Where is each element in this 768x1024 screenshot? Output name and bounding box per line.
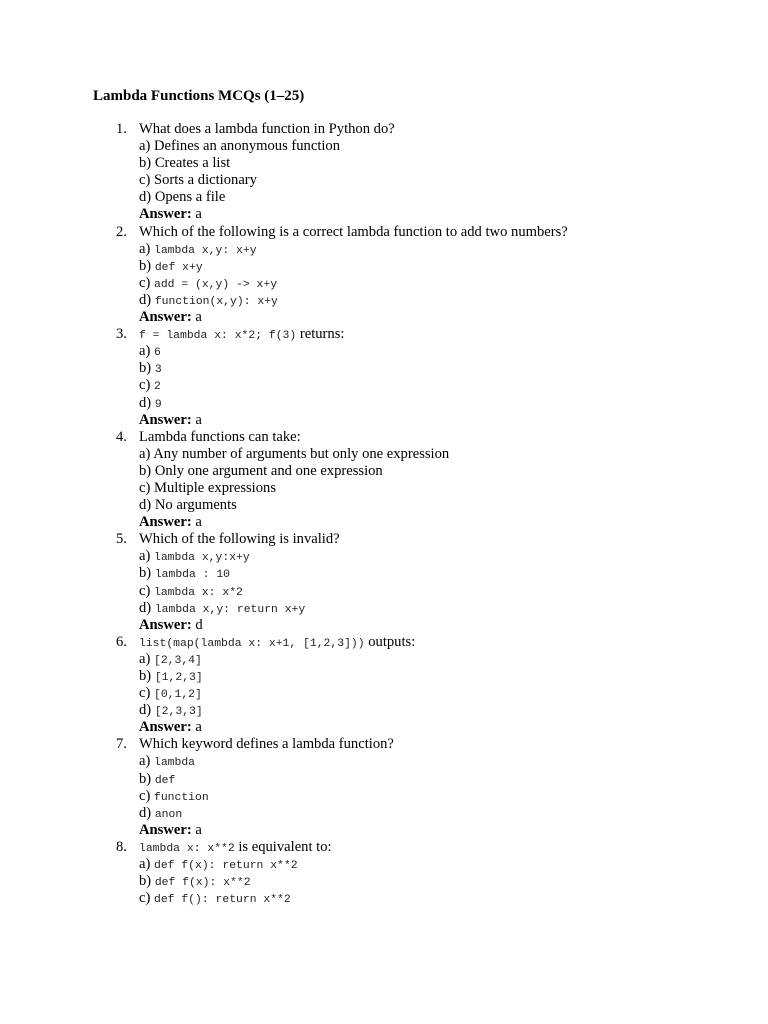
option-letter: a) bbox=[139, 856, 151, 873]
option-text: Sorts a dictionary bbox=[154, 172, 257, 189]
question-text bbox=[139, 429, 768, 446]
answer-option bbox=[139, 668, 768, 685]
question-item bbox=[0, 736, 768, 839]
question-text-part: What does a lambda function in Python do? bbox=[139, 121, 395, 137]
question-text bbox=[139, 531, 768, 548]
answer-option bbox=[139, 241, 768, 258]
question-number: 8. bbox=[116, 838, 127, 855]
option-letter: b) bbox=[139, 360, 152, 377]
answer-option bbox=[139, 155, 768, 172]
answer-option bbox=[139, 377, 768, 394]
answer-value: a bbox=[195, 206, 202, 223]
question-number: 4. bbox=[116, 428, 127, 445]
option-letter: d) bbox=[139, 291, 152, 308]
question-text bbox=[139, 326, 768, 343]
question-number: 5. bbox=[116, 531, 127, 548]
answer-option bbox=[139, 395, 768, 412]
answer-value: a bbox=[195, 719, 202, 736]
answer-line bbox=[139, 309, 768, 326]
answer-label: Answer: bbox=[139, 411, 192, 428]
option-code: lambda : 10 bbox=[154, 569, 231, 582]
option-letter: b) bbox=[139, 155, 152, 172]
option-code: [1,2,3] bbox=[154, 672, 203, 684]
option-code: anon bbox=[154, 808, 183, 821]
question-text bbox=[139, 736, 768, 753]
answer-line bbox=[139, 719, 768, 736]
question-item bbox=[0, 531, 768, 634]
question-number: 6. bbox=[116, 633, 127, 650]
answer-option bbox=[139, 805, 768, 822]
question-code: lambda x: x**2 bbox=[139, 842, 235, 855]
answer-option bbox=[139, 172, 768, 189]
option-text: Any number of arguments but only one expression bbox=[153, 445, 450, 462]
question-item bbox=[0, 326, 768, 429]
answer-label: Answer: bbox=[139, 206, 192, 223]
option-letter: a) bbox=[139, 240, 151, 257]
answer-option bbox=[139, 771, 768, 788]
option-code: [0,1,2] bbox=[154, 689, 202, 702]
option-letter: d) bbox=[139, 189, 152, 206]
option-code: lambda x,y: x+y bbox=[154, 244, 257, 257]
option-letter: d) bbox=[139, 702, 152, 719]
option-code: add = (x,y) -> x+y bbox=[154, 278, 278, 291]
answer-label: Answer: bbox=[139, 514, 192, 531]
option-letter: c) bbox=[139, 685, 151, 702]
option-letter: c) bbox=[139, 479, 151, 496]
answer-label: Answer: bbox=[139, 616, 192, 633]
answer-option bbox=[139, 446, 768, 463]
question-text-part: returns: bbox=[296, 326, 345, 343]
question-text bbox=[139, 634, 768, 651]
answer-label: Answer: bbox=[139, 821, 192, 838]
option-code: def f(x): x**2 bbox=[154, 877, 251, 890]
option-code: def f(x): return x**2 bbox=[154, 860, 298, 873]
answer-option bbox=[139, 138, 768, 155]
option-code: function(x,y): x+y bbox=[154, 295, 278, 308]
answer-option bbox=[139, 343, 768, 360]
option-code: def f(): return x**2 bbox=[154, 894, 291, 907]
option-letter: b) bbox=[139, 873, 152, 890]
option-code: 9 bbox=[154, 398, 162, 411]
question-item bbox=[0, 634, 768, 737]
answer-option bbox=[139, 702, 768, 719]
answer-value: a bbox=[195, 514, 202, 531]
option-text: Only one argument and one expression bbox=[154, 462, 383, 479]
question-text bbox=[139, 224, 768, 241]
question-text-part: Which of the following is invalid? bbox=[139, 531, 340, 548]
answer-value: a bbox=[195, 309, 202, 326]
option-text: Defines an anonymous function bbox=[154, 138, 341, 155]
question-text-part: Which of the following is a correct lambda function to add two numbers? bbox=[139, 223, 568, 240]
answer-line bbox=[139, 822, 768, 839]
answer-value: d bbox=[195, 616, 203, 633]
question-number: 2. bbox=[116, 223, 127, 240]
option-code: 2 bbox=[154, 381, 161, 394]
option-code: [2,3,3] bbox=[154, 706, 203, 719]
question-text-part: is equivalent to: bbox=[234, 838, 332, 855]
option-text: Multiple expressions bbox=[154, 479, 277, 496]
answer-option bbox=[139, 189, 768, 206]
option-code: def bbox=[154, 774, 176, 787]
option-text: Creates a list bbox=[154, 155, 231, 172]
answer-option bbox=[139, 873, 768, 890]
option-letter: d) bbox=[139, 804, 152, 821]
question-text-part: outputs: bbox=[364, 633, 416, 650]
answer-option bbox=[139, 583, 768, 600]
option-code: lambda bbox=[154, 757, 196, 770]
option-letter: b) bbox=[139, 257, 152, 274]
question-number: 1. bbox=[116, 121, 127, 137]
option-code: 6 bbox=[154, 347, 161, 360]
answer-option bbox=[139, 292, 768, 309]
option-letter: c) bbox=[139, 787, 151, 804]
option-letter: c) bbox=[139, 377, 151, 394]
answer-option bbox=[139, 480, 768, 497]
answer-option bbox=[139, 856, 768, 873]
answer-option bbox=[139, 565, 768, 582]
answer-value: a bbox=[195, 411, 202, 428]
option-code: 3 bbox=[154, 364, 162, 377]
answer-option bbox=[139, 548, 768, 565]
answer-option bbox=[139, 463, 768, 480]
question-number: 7. bbox=[116, 736, 127, 753]
option-code: def x+y bbox=[154, 261, 203, 274]
answer-option bbox=[139, 651, 768, 668]
answer-option bbox=[139, 685, 768, 702]
answer-option bbox=[139, 497, 768, 514]
answer-option bbox=[139, 360, 768, 377]
option-letter: b) bbox=[139, 668, 152, 684]
option-code: lambda x,y: return x+y bbox=[154, 603, 306, 616]
option-letter: c) bbox=[139, 172, 151, 189]
answer-option bbox=[139, 753, 768, 770]
option-text: Opens a file bbox=[154, 189, 226, 206]
option-letter: d) bbox=[139, 497, 152, 514]
question-text bbox=[139, 839, 768, 856]
option-letter: b) bbox=[139, 462, 152, 479]
question-code: list(map(lambda x: x+1, [1,2,3])) bbox=[139, 637, 365, 650]
answer-option bbox=[139, 890, 768, 907]
question-number: 3. bbox=[116, 326, 127, 343]
option-letter: d) bbox=[139, 394, 152, 411]
answer-option bbox=[139, 258, 768, 275]
option-letter: c) bbox=[139, 274, 151, 291]
answer-option bbox=[139, 275, 768, 292]
option-letter: a) bbox=[139, 548, 151, 565]
option-code: lambda x,y:x+y bbox=[154, 552, 250, 565]
question-text bbox=[139, 121, 768, 138]
question-code: f = lambda x: x*2; f(3) bbox=[139, 330, 297, 343]
question-item bbox=[0, 121, 768, 224]
option-letter: a) bbox=[139, 138, 151, 155]
question-item bbox=[0, 224, 768, 327]
question-item bbox=[0, 429, 768, 532]
document-title: Lambda Functions MCQs (1–25) bbox=[93, 88, 305, 104]
option-letter: a) bbox=[139, 753, 151, 770]
question-text-part: Lambda functions can take: bbox=[139, 428, 301, 445]
answer-line bbox=[139, 514, 768, 531]
answer-line bbox=[139, 412, 768, 429]
option-code: [2,3,4] bbox=[154, 654, 202, 667]
answer-label: Answer: bbox=[139, 309, 192, 326]
option-text: No arguments bbox=[154, 497, 237, 514]
answer-line bbox=[139, 617, 768, 634]
option-code: function bbox=[154, 791, 209, 804]
option-letter: d) bbox=[139, 599, 152, 616]
answer-label: Answer: bbox=[139, 719, 192, 736]
option-letter: a) bbox=[139, 343, 151, 360]
question-list bbox=[0, 121, 768, 907]
question-text-part: Which keyword defines a lambda function? bbox=[139, 736, 394, 753]
answer-option bbox=[139, 600, 768, 617]
option-letter: b) bbox=[139, 565, 152, 582]
option-letter: a) bbox=[139, 650, 151, 667]
option-letter: c) bbox=[139, 582, 151, 599]
answer-value: a bbox=[195, 821, 202, 838]
option-letter: c) bbox=[139, 890, 151, 907]
option-letter: b) bbox=[139, 770, 152, 787]
option-letter: a) bbox=[139, 445, 151, 462]
option-code: lambda x: x*2 bbox=[154, 586, 243, 599]
answer-option bbox=[139, 788, 768, 805]
answer-line bbox=[139, 206, 768, 223]
question-item bbox=[0, 839, 768, 907]
